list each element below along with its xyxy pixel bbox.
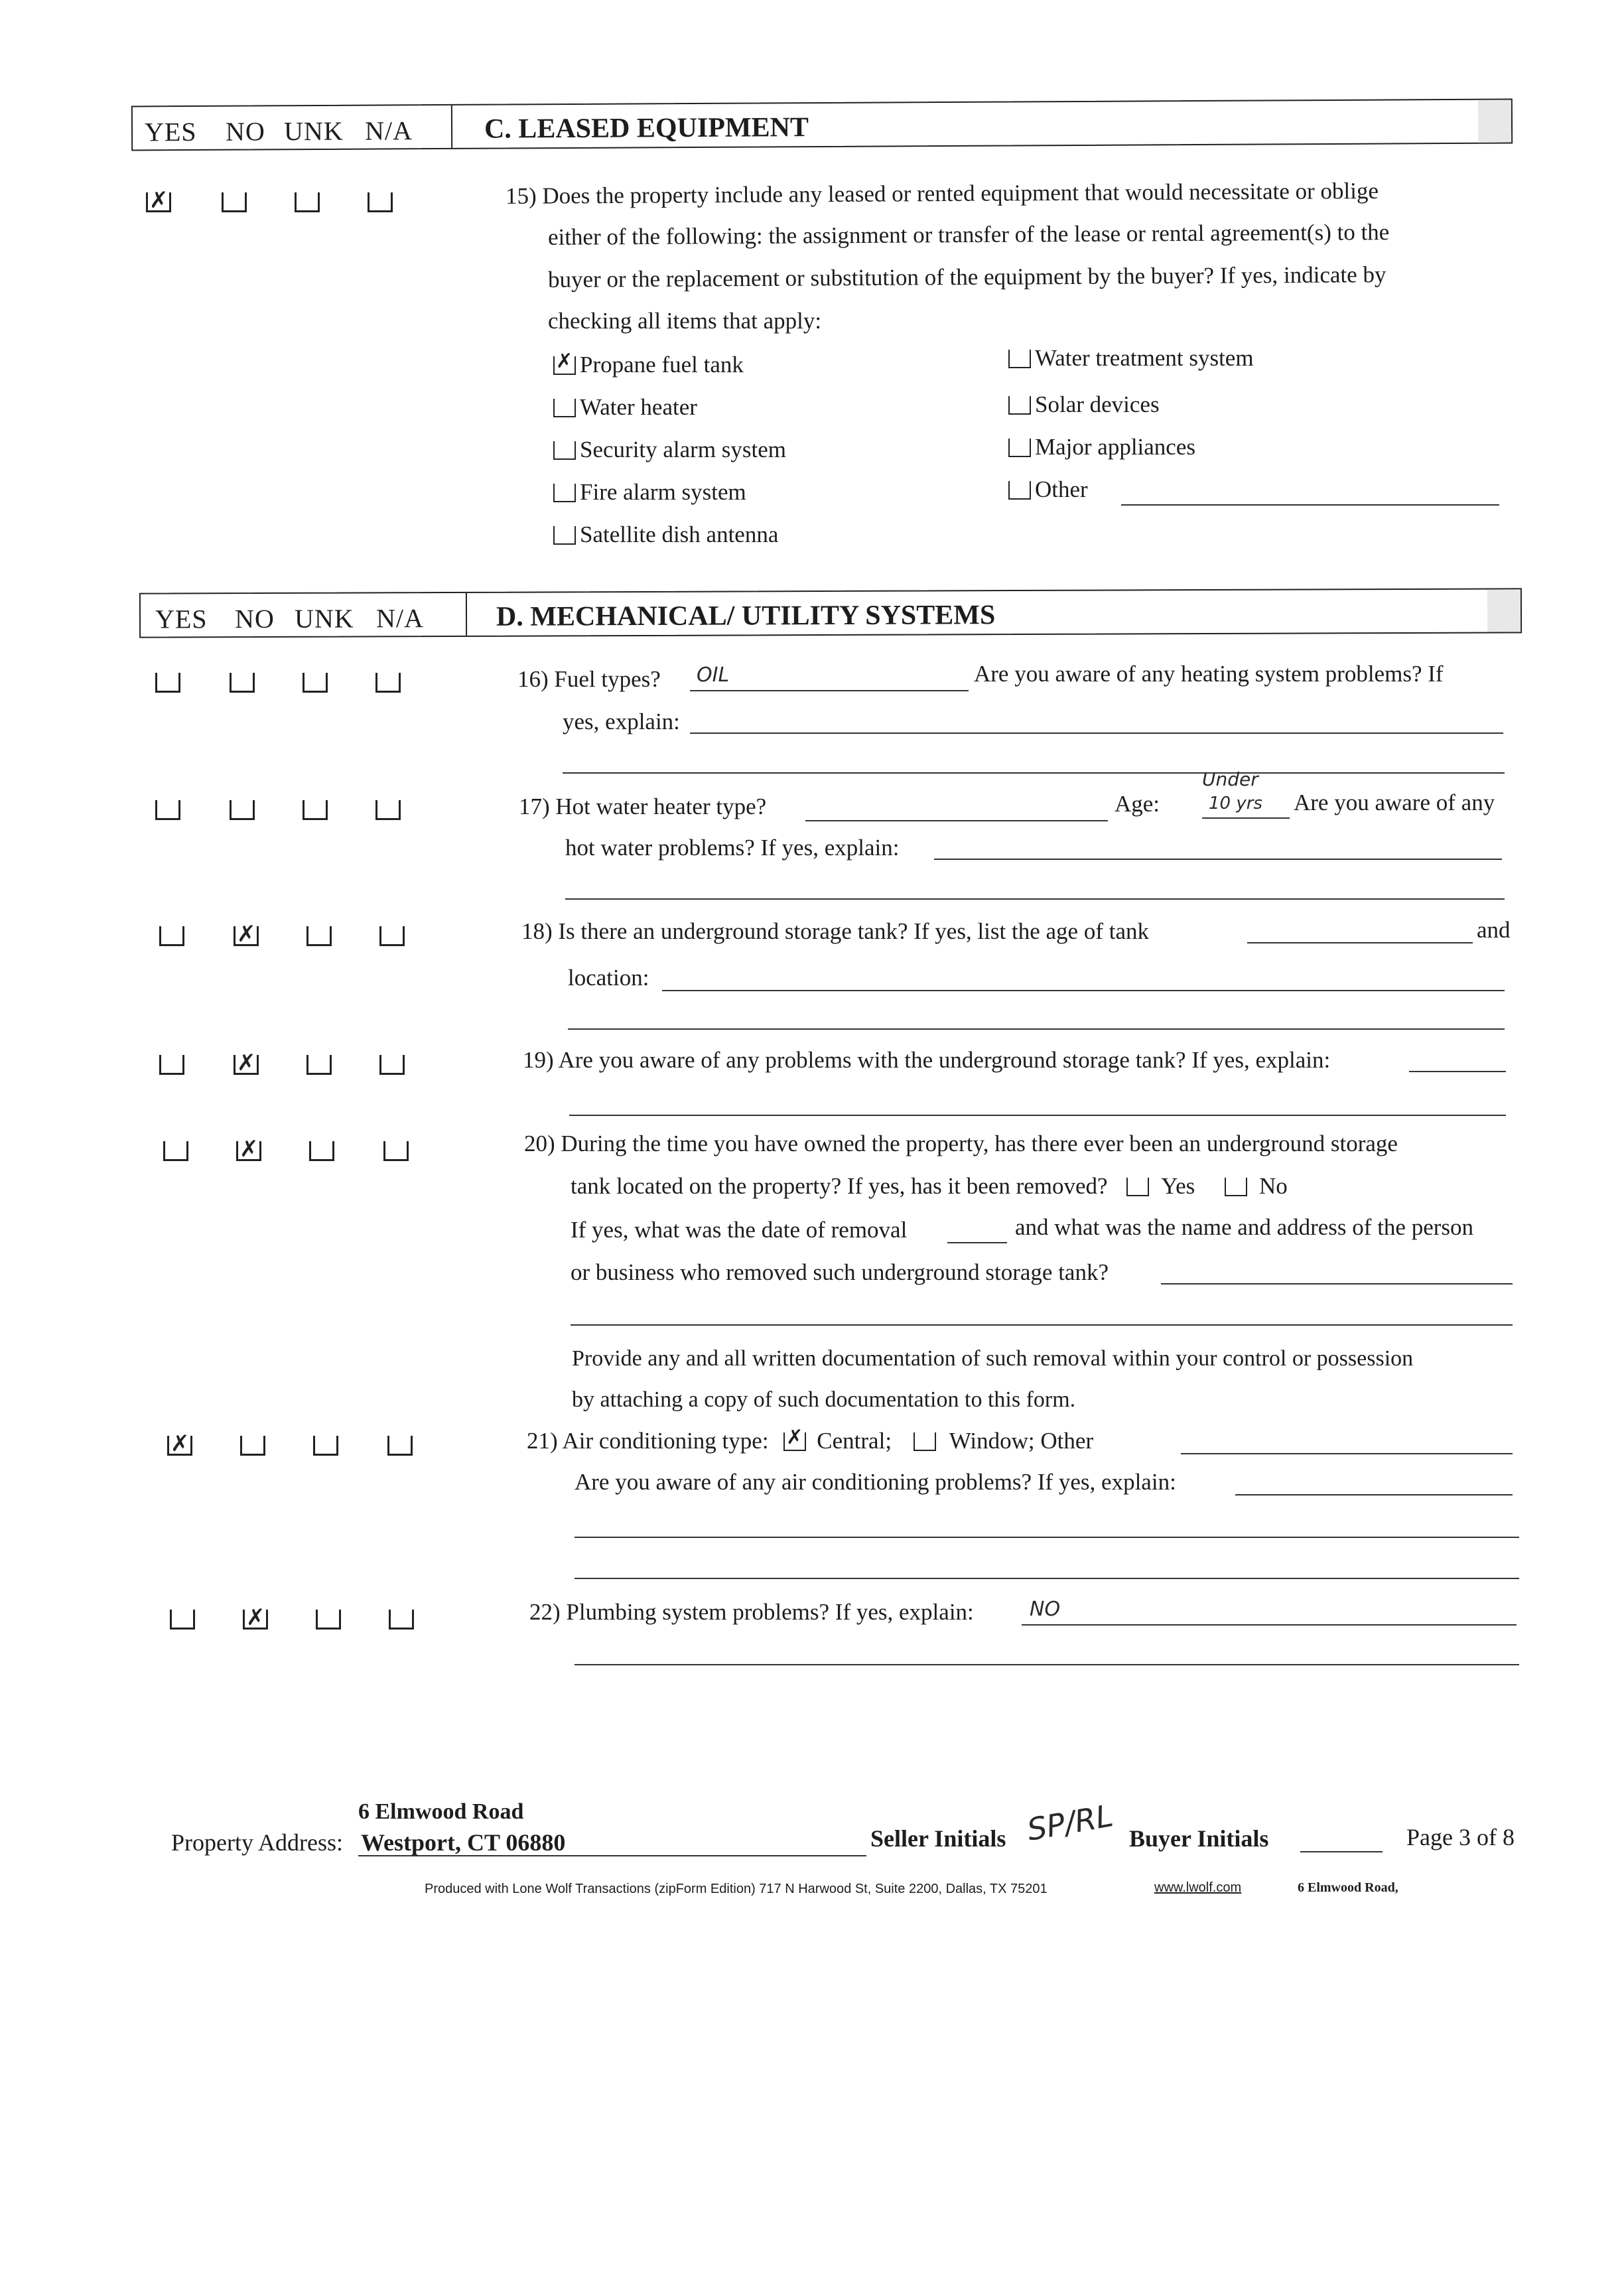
q18-age-line[interactable] xyxy=(1247,942,1473,943)
q20-line2: tank located on the property? If yes, has it been removed? Yes No xyxy=(571,1173,1288,1199)
item-security-alarm[interactable]: Security alarm system xyxy=(553,437,786,463)
q19-explain-line[interactable] xyxy=(1409,1071,1506,1072)
q18-location-line[interactable] xyxy=(662,990,1505,991)
q16-fuel-handwritten: OIL xyxy=(697,663,730,687)
q16-no-checkbox[interactable] xyxy=(230,673,255,693)
q17-line2: hot water problems? If yes, explain: xyxy=(565,835,900,861)
item-fire-alarm[interactable]: Fire alarm system xyxy=(553,479,746,506)
q22-no-checkbox[interactable]: ✗ xyxy=(243,1610,268,1630)
col-na: N/A xyxy=(375,603,424,634)
address-underline xyxy=(358,1855,866,1856)
q18-yes-checkbox[interactable] xyxy=(159,926,184,946)
q21-extra-line1[interactable] xyxy=(575,1537,1519,1538)
item-major-appliances[interactable]: Major appliances xyxy=(1008,434,1195,460)
q20-removed-yes-checkbox[interactable] xyxy=(1126,1178,1149,1196)
q18-line1: 18) Is there an underground storage tank? If yes, list the age of tank xyxy=(521,918,1149,944)
q22-na-checkbox[interactable] xyxy=(389,1610,414,1630)
q16-unk-checkbox[interactable] xyxy=(303,673,328,693)
q22-yes-checkbox[interactable] xyxy=(170,1610,195,1630)
q18-extra-line[interactable] xyxy=(568,1028,1505,1030)
q18-unk-checkbox[interactable] xyxy=(306,926,332,946)
q15-line2: either of the following: the assignment or transfer of the lease or rental agreement(s) to the xyxy=(547,219,1390,250)
q17-suffix: Are you aware of any xyxy=(1294,790,1495,815)
q19-yes-checkbox[interactable] xyxy=(159,1055,184,1075)
produced-with-text: Produced with Lone Wolf Transactions (zipForm Edition) 717 N Harwood St, Suite 2200, Dallas, TX 75201 xyxy=(425,1882,1048,1896)
q21-central-checkbox[interactable]: ✗ xyxy=(783,1432,806,1451)
q16-suffix: Are you aware of any heating system problems? If xyxy=(974,661,1444,687)
buyer-initials-line[interactable] xyxy=(1300,1851,1383,1852)
other-checkbox[interactable] xyxy=(1008,481,1031,500)
q18-line2: location: xyxy=(568,965,649,991)
q20-date-line[interactable] xyxy=(947,1242,1007,1243)
section-c-title: C. LEASED EQUIPMENT xyxy=(484,112,809,145)
q20-no-checkbox[interactable]: ✗ xyxy=(236,1141,261,1161)
page-number: Page 3 of 8 xyxy=(1406,1824,1515,1850)
seller-initials-signature: SP/RL xyxy=(1024,1797,1116,1848)
col-unk: UNK xyxy=(283,115,344,147)
q17-no-checkbox[interactable] xyxy=(230,800,255,820)
address-label: Property Address: xyxy=(171,1829,343,1856)
item-water-treatment[interactable]: Water treatment system xyxy=(1008,345,1254,372)
q16-explain-line[interactable] xyxy=(690,732,1503,734)
water-heater-checkbox[interactable] xyxy=(553,399,576,417)
address-line2: Westport, CT 06880 xyxy=(361,1829,566,1856)
section-d-title: D. MECHANICAL/ UTILITY SYSTEMS xyxy=(496,600,996,632)
q20-removed-no-checkbox[interactable] xyxy=(1225,1178,1247,1196)
q15-line4: checking all items that apply: xyxy=(548,308,822,334)
fire-alarm-checkbox[interactable] xyxy=(553,484,576,502)
item-other[interactable]: Other xyxy=(1008,476,1088,503)
q21-line2: Are you aware of any air conditioning problems? If yes, explain: xyxy=(575,1469,1176,1495)
q17-yes-checkbox[interactable] xyxy=(155,800,180,820)
q16-na-checkbox[interactable] xyxy=(375,673,401,693)
item-satellite-dish[interactable]: Satellite dish antenna xyxy=(553,521,778,548)
seller-initials-label: Seller Initials xyxy=(870,1825,1006,1852)
q19-line1: 19) Are you aware of any problems with the underground storage tank? If yes, explain: xyxy=(523,1047,1331,1073)
q19-extra-line[interactable] xyxy=(569,1115,1506,1116)
q15-line1: 15) Does the property include any leased or rented equipment that would necessitate or oblige xyxy=(505,177,1379,210)
propane-checkbox[interactable]: ✗ xyxy=(553,356,576,375)
security-alarm-checkbox[interactable] xyxy=(553,441,576,460)
q17-age-handwritten: 10 yrs xyxy=(1209,794,1262,813)
q21-yes-checkbox[interactable]: ✗ xyxy=(167,1436,192,1456)
q17-prefix: 17) Hot water heater type? xyxy=(519,794,767,819)
q17-na-checkbox[interactable] xyxy=(375,800,401,820)
q17-unk-checkbox[interactable] xyxy=(303,800,328,820)
q18-line1-end: and xyxy=(1477,917,1511,943)
header-divider xyxy=(451,105,452,148)
q15-line3: buyer or the replacement or substitution of the equipment by the buyer? If yes, indicate by xyxy=(547,261,1387,293)
col-na: N/A xyxy=(364,115,413,146)
q16-prefix: 16) Fuel types? xyxy=(517,666,661,692)
q16-extra-line[interactable] xyxy=(563,772,1505,774)
q15-unk-checkbox[interactable] xyxy=(295,192,320,212)
q20-extra-line[interactable] xyxy=(571,1324,1513,1326)
q21-other-line[interactable] xyxy=(1181,1453,1513,1454)
address-line1: 6 Elmwood Road xyxy=(358,1799,524,1824)
q21-extra-line2[interactable] xyxy=(575,1578,1519,1579)
item-solar-devices[interactable]: Solar devices xyxy=(1008,391,1160,418)
q19-unk-checkbox[interactable] xyxy=(306,1055,332,1075)
q20-unk-checkbox[interactable] xyxy=(309,1141,334,1161)
q17-age-line[interactable] xyxy=(1202,817,1290,819)
lwolf-link[interactable]: www.lwolf.com xyxy=(1154,1880,1242,1895)
q21-explain-line[interactable] xyxy=(1235,1494,1513,1495)
item-propane-fuel-tank[interactable]: ✗ Propane fuel tank xyxy=(553,352,744,378)
q16-yes-checkbox[interactable] xyxy=(155,673,180,693)
q17-type-line[interactable] xyxy=(805,820,1108,821)
q15-no-checkbox[interactable] xyxy=(222,192,247,212)
q20-line3a: If yes, what was the date of removal xyxy=(571,1217,908,1243)
q22-extra-line[interactable] xyxy=(575,1664,1519,1665)
q18-no-checkbox[interactable]: ✗ xyxy=(234,926,259,946)
q20-line1: 20) During the time you have owned the property, has there ever been an underground storage xyxy=(524,1131,1398,1156)
col-no: NO xyxy=(225,116,265,147)
header-divider xyxy=(466,593,467,636)
satellite-dish-checkbox[interactable] xyxy=(553,526,576,545)
q16-line2: yes, explain: xyxy=(563,709,680,734)
q19-no-checkbox[interactable]: ✗ xyxy=(234,1055,259,1075)
q19-na-checkbox[interactable] xyxy=(379,1055,405,1075)
major-appliances-checkbox[interactable] xyxy=(1008,439,1031,457)
q21-na-checkbox[interactable] xyxy=(387,1436,413,1456)
q21-no-checkbox[interactable] xyxy=(240,1436,265,1456)
q21-unk-checkbox[interactable] xyxy=(313,1436,338,1456)
header-shade xyxy=(1478,100,1511,143)
q17-extra-line[interactable] xyxy=(565,898,1505,900)
col-yes: YES xyxy=(144,116,197,147)
q20-line4: or business who removed such underground storage tank? xyxy=(571,1259,1109,1285)
q21-line1: 21) Air conditioning type: ✗ Central; Window; Other xyxy=(527,1426,1094,1454)
q20-line3b: and what was the name and address of the person xyxy=(1015,1214,1474,1240)
q22-handwritten: NO xyxy=(1030,1598,1061,1621)
section-c-header xyxy=(131,99,1513,151)
q15-na-checkbox[interactable] xyxy=(368,192,393,212)
q15-yes-checkbox[interactable]: ✗ xyxy=(146,192,171,212)
q20-remover-line[interactable] xyxy=(1161,1283,1513,1285)
q18-na-checkbox[interactable] xyxy=(379,926,405,946)
q17-age-handwritten-top: Under xyxy=(1202,768,1258,790)
q21-window-checkbox[interactable] xyxy=(914,1432,936,1451)
q20-note2: by attaching a copy of such documentation to this form. xyxy=(572,1387,1076,1412)
item-water-heater[interactable]: Water heater xyxy=(553,394,697,421)
q20-yes-checkbox[interactable] xyxy=(163,1141,188,1161)
q22-unk-checkbox[interactable] xyxy=(316,1610,341,1630)
header-shade xyxy=(1487,589,1521,632)
doc-name: 6 Elmwood Road, xyxy=(1298,1880,1398,1895)
water-treatment-checkbox[interactable] xyxy=(1008,350,1031,368)
col-yes: YES xyxy=(155,604,208,634)
col-no: NO xyxy=(234,603,275,634)
q16-fuel-line[interactable] xyxy=(690,690,969,691)
section-d-header xyxy=(139,588,1522,638)
q17-age-label: Age: xyxy=(1115,791,1160,817)
buyer-initials-label: Buyer Initials xyxy=(1129,1825,1269,1852)
q20-na-checkbox[interactable] xyxy=(383,1141,409,1161)
col-unk: UNK xyxy=(294,603,354,634)
q22-line1: 22) Plumbing system problems? If yes, explain: xyxy=(529,1599,974,1625)
q22-explain-line[interactable] xyxy=(1022,1624,1517,1626)
solar-devices-checkbox[interactable] xyxy=(1008,396,1031,415)
other-line[interactable] xyxy=(1121,504,1499,506)
q17-explain-line[interactable] xyxy=(934,859,1502,860)
q20-note1: Provide any and all written documentation of such removal within your control or possession xyxy=(572,1346,1414,1371)
